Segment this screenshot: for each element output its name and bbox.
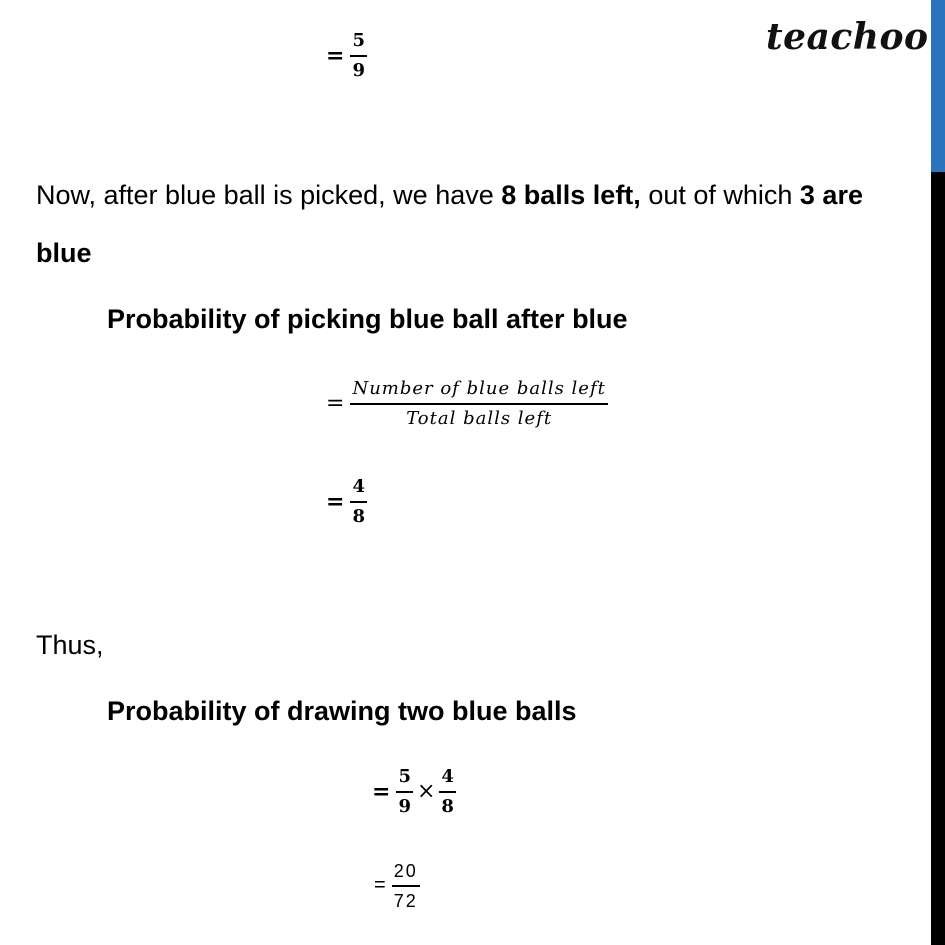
para-text: out of which [640, 180, 800, 210]
fraction-five-ninths [326, 30, 367, 82]
fraction-bar [392, 885, 420, 887]
teachoo-logo: teachoo [766, 16, 929, 58]
paragraph-balls-left [36, 178, 936, 212]
equals-sign: = [326, 391, 345, 417]
heading-probability-blue-after-blue: Probability of picking blue ball after blue [107, 304, 628, 334]
numerator: 20 [393, 861, 418, 881]
fraction-bar [350, 501, 367, 503]
denominator: 8 [352, 505, 365, 527]
para-text: Now, after blue ball is picked, we have [36, 180, 502, 210]
denominator: 9 [352, 59, 365, 81]
para-bold-blue: blue [36, 238, 92, 268]
fraction-four-eighths [326, 476, 367, 528]
fraction-blue-balls-over-total [326, 378, 608, 430]
denominator-second: 8 [441, 795, 454, 817]
scrollbar-thumb[interactable] [931, 0, 945, 172]
times-sign: × [416, 779, 436, 805]
para-bold-balls-left: 8 balls left, [501, 180, 641, 210]
fraction-bar [350, 403, 607, 405]
denominator: 72 [393, 890, 418, 911]
numerator: Number of blue balls left [352, 378, 606, 399]
numerator-first: 5 [398, 766, 411, 787]
fraction-bar [439, 791, 456, 793]
equals-sign: = [372, 778, 391, 805]
numerator: 4 [352, 476, 365, 497]
equals-sign: = [326, 488, 345, 515]
fraction-bar [396, 791, 413, 793]
denominator-first: 9 [398, 795, 411, 817]
denominator: Total balls left [406, 407, 553, 429]
fraction-twenty-seventytwos [374, 860, 420, 912]
numerator-second: 4 [441, 766, 454, 787]
numerator: 5 [352, 30, 365, 51]
fraction-bar [350, 55, 367, 57]
thus-text: Thus, [36, 630, 104, 660]
product-of-fractions [372, 766, 456, 818]
equals-sign: = [326, 42, 345, 69]
equals-sign: = [374, 874, 386, 897]
para-bold-three-are: 3 are [799, 180, 863, 210]
heading-probability-two-blue-balls: Probability of drawing two blue balls [107, 696, 577, 726]
